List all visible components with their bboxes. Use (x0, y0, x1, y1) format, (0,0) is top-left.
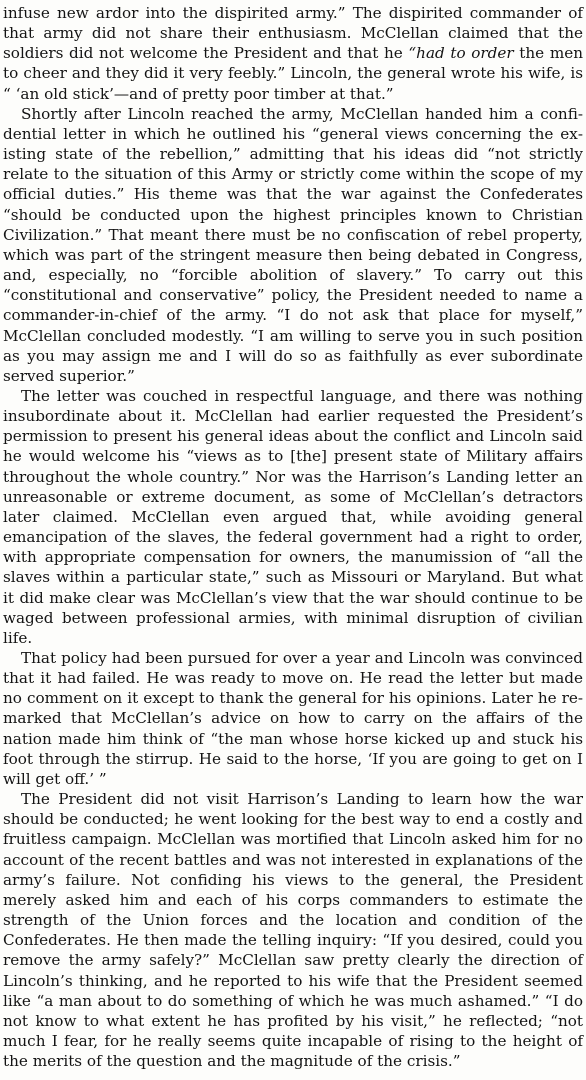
text-run: infuse new ardor into the dispirited army.” The dispirited commander of that army did not share their enthusiasm. McClellan claimed that the soldiers did not welcome the President and that he (3, 4, 583, 63)
paragraph (3, 3, 583, 104)
text-run: That policy had been pursued for over a year and Lincoln was convinced that it had failed. He was ready to move on. He read the letter but made no comment on it except to thank the general for his opinions. Later he remarked that McClellan’s advice on how to carry on the affairs of the nation made him think of “the man whose horse kicked up and stuck his foot through the stirrup. He said to the horse, ‘If you are going to get on I will get off.’ ” (3, 649, 583, 788)
paragraph (3, 386, 583, 648)
paragraph (3, 648, 583, 789)
text-run: Shortly after Lincoln reached the army, McClellan handed him a confidential letter in which he outlined his “general views concerning the existing state of the rebellion,” admitting that his ideas did “not strictly relate to the situation of this Army or strictly come within the scope of my official duties.” His theme was that the war against the Confederates “should be conducted upon the highest principles known to Christian Civilization.” That meant there must be no confiscation of rebel property, which was part of the stringent measure then being debated in Congress, and, especially, no “forcible abolition of slavery.” To carry out this “constitutional and conservative” policy, the President needed to name a commander-in-chief of the army. “I do not ask that place for myself,” McClellan concluded modestly. “I am willing to serve you in such position as you may assign me and I will do so as faithfully as ever subordinate served superior.” (3, 104, 583, 385)
paragraph (3, 789, 583, 1071)
italic-text-run: “had to order (408, 44, 514, 63)
text-run: The letter was couched in respectful language, and there was nothing insubordinate about it. McClellan had earlier requested the President’s permission to present his general ideas about the conflict and Lincoln said he would welcome his “views as to [the] present state of Military affairs throughout the whole country.” Nor was the Harrison’s Landing letter an unreasonable or extreme document, as some of McClellan’s detractors later claimed. McClellan even argued that, while avoiding general emancipation of the slaves, the federal government had a right to order, with appropriate compensation for owners, the manumission of “all the slaves within a particular state,” such as Missouri or Maryland. But what it did make clear was McClellan’s view that the war should continue to be waged between professional armies, with minimal disruption of civilian life. (3, 386, 583, 647)
text-run: The President did not visit Harrison’s Landing to learn how the war should be conducted; he went looking for the best way to end a costly and fruitless campaign. McClellan was mortified that Lincoln asked him for no account of the recent battles and was not interested in explanations of the army’s failure. Not confiding his views to the general, the President merely asked him and each of his corps commanders to estimate the strength of the Union forces and the location and condition of the Confederates. He then made the telling inquiry: “If you desired, could you remove the army safely?” McClellan saw pretty clearly the direction of Lincoln’s thinking, and he reported to his wife that the President seemed like “a man about to do something of which he was much ashamed.” “I do not know to what extent he has profited by his visit,” he reflected; “not much I fear, for he really seems quite incapable of rising to the height of the merits of the question and the magnitude of the crisis.” (3, 790, 583, 1071)
paragraph (3, 104, 583, 386)
page-text-body (3, 3, 583, 1071)
text-run: the men to cheer and they did it very feebly.” Lincoln, the general wrote his wife, is “ ‘an old stick’—and of pretty poor timber at that.” (3, 44, 583, 103)
